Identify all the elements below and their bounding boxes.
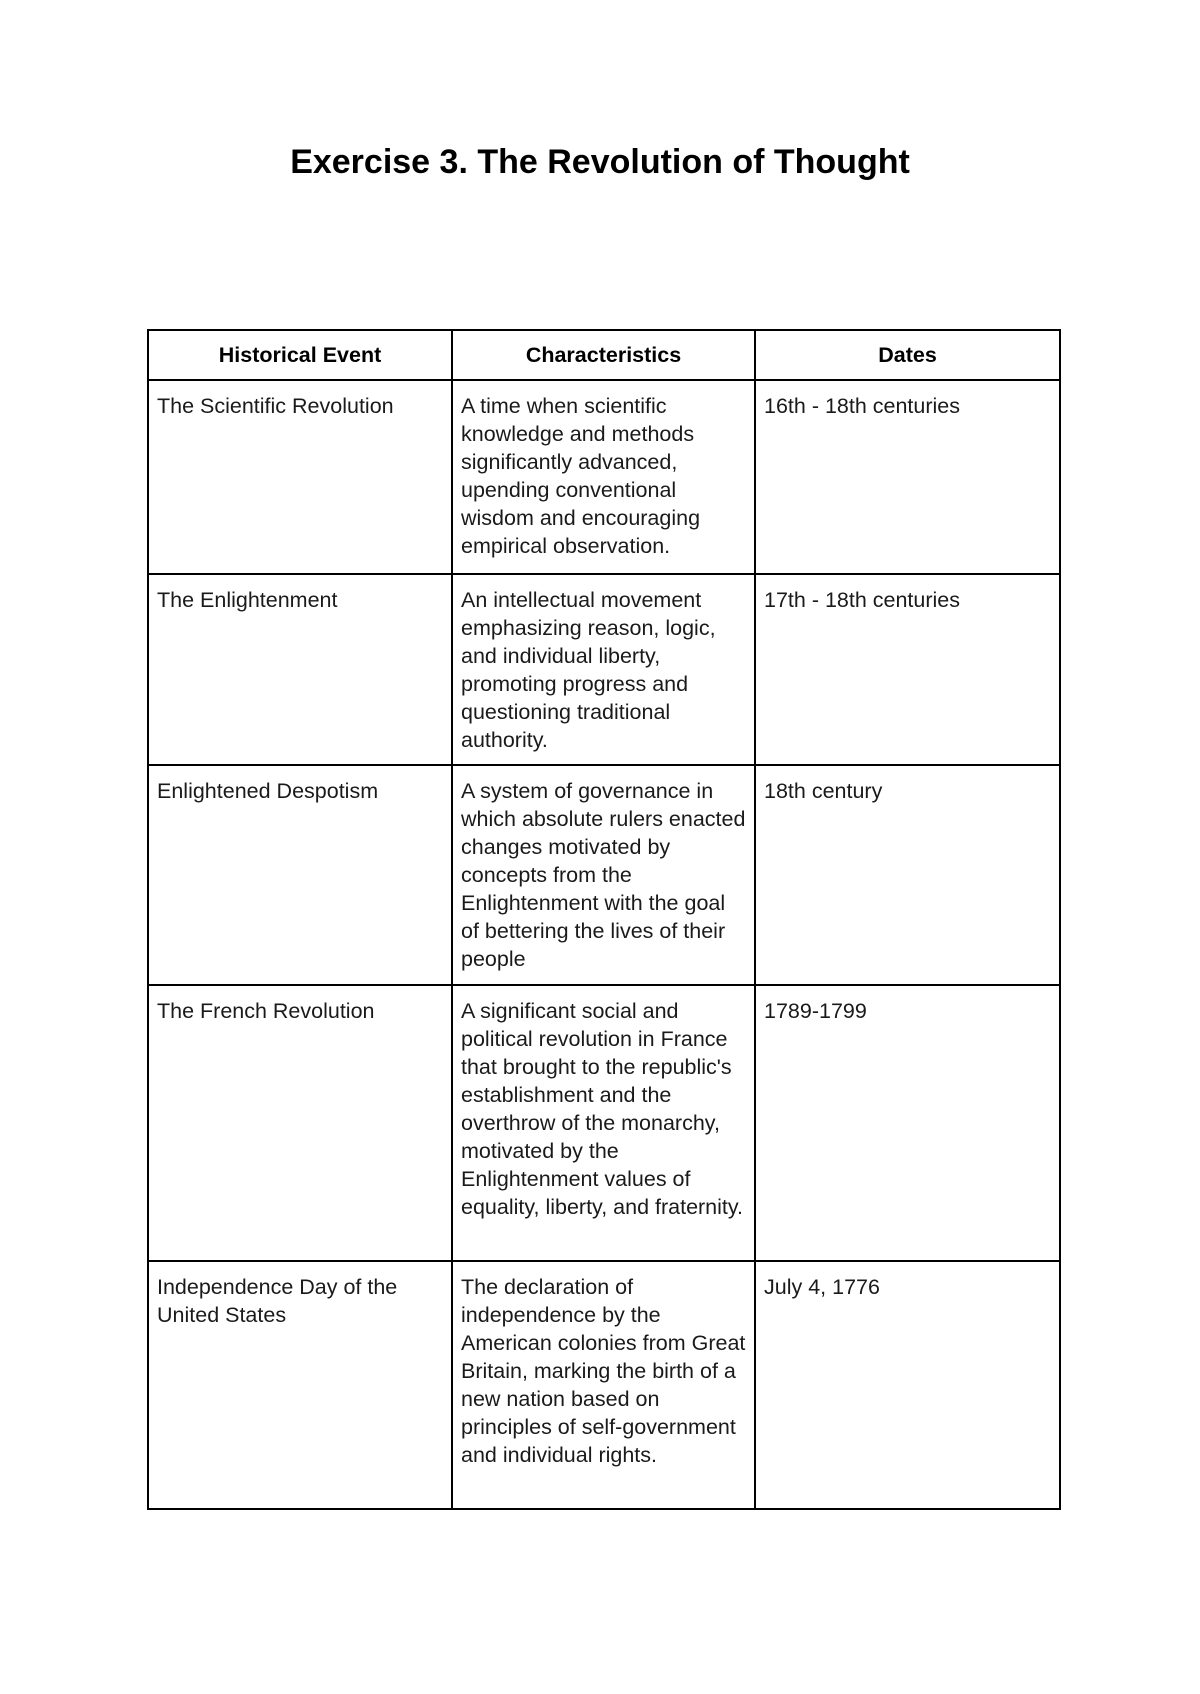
column-header-dates: Dates [755, 330, 1060, 380]
event-cell: Independence Day of the United States [148, 1261, 452, 1509]
dates-cell: 1789-1799 [755, 985, 1060, 1261]
characteristics-cell: A significant social and political revolution in France that brought to the republic's establishment and the overthrow of the monarchy, motivated by the Enlightenment values of equality, liberty, and fraternity. [452, 985, 755, 1261]
event-cell: The Scientific Revolution [148, 380, 452, 574]
event-cell: The Enlightenment [148, 574, 452, 765]
characteristics-cell: A time when scientific knowledge and methods significantly advanced, upending conventional wisdom and encouraging empirical observation. [452, 380, 755, 574]
table-row [148, 1261, 1060, 1509]
document-title: Exercise 3. The Revolution of Thought [290, 143, 910, 181]
dates-cell: 18th century [755, 765, 1060, 985]
dates-cell: July 4, 1776 [755, 1261, 1060, 1509]
characteristics-cell: The declaration of independence by the American colonies from Great Britain, marking the birth of a new nation based on principles of self-government and individual rights. [452, 1261, 755, 1509]
event-cell: Enlightened Despotism [148, 765, 452, 985]
dates-cell: 16th - 18th centuries [755, 380, 1060, 574]
table-row [148, 765, 1060, 985]
table-row [148, 574, 1060, 765]
column-header-characteristics: Characteristics [452, 330, 755, 380]
table-row [148, 985, 1060, 1261]
column-header-historical-event: Historical Event [148, 330, 452, 380]
event-cell: The French Revolution [148, 985, 452, 1261]
history-table [147, 329, 1061, 1510]
characteristics-cell: A system of governance in which absolute rulers enacted changes motivated by concepts from the Enlightenment with the goal of bettering the lives of their people [452, 765, 755, 985]
dates-cell: 17th - 18th centuries [755, 574, 1060, 765]
table-row [148, 380, 1060, 574]
characteristics-cell: An intellectual movement emphasizing reason, logic, and individual liberty, promoting progress and questioning traditional authority. [452, 574, 755, 765]
table-header-row [148, 330, 1060, 380]
